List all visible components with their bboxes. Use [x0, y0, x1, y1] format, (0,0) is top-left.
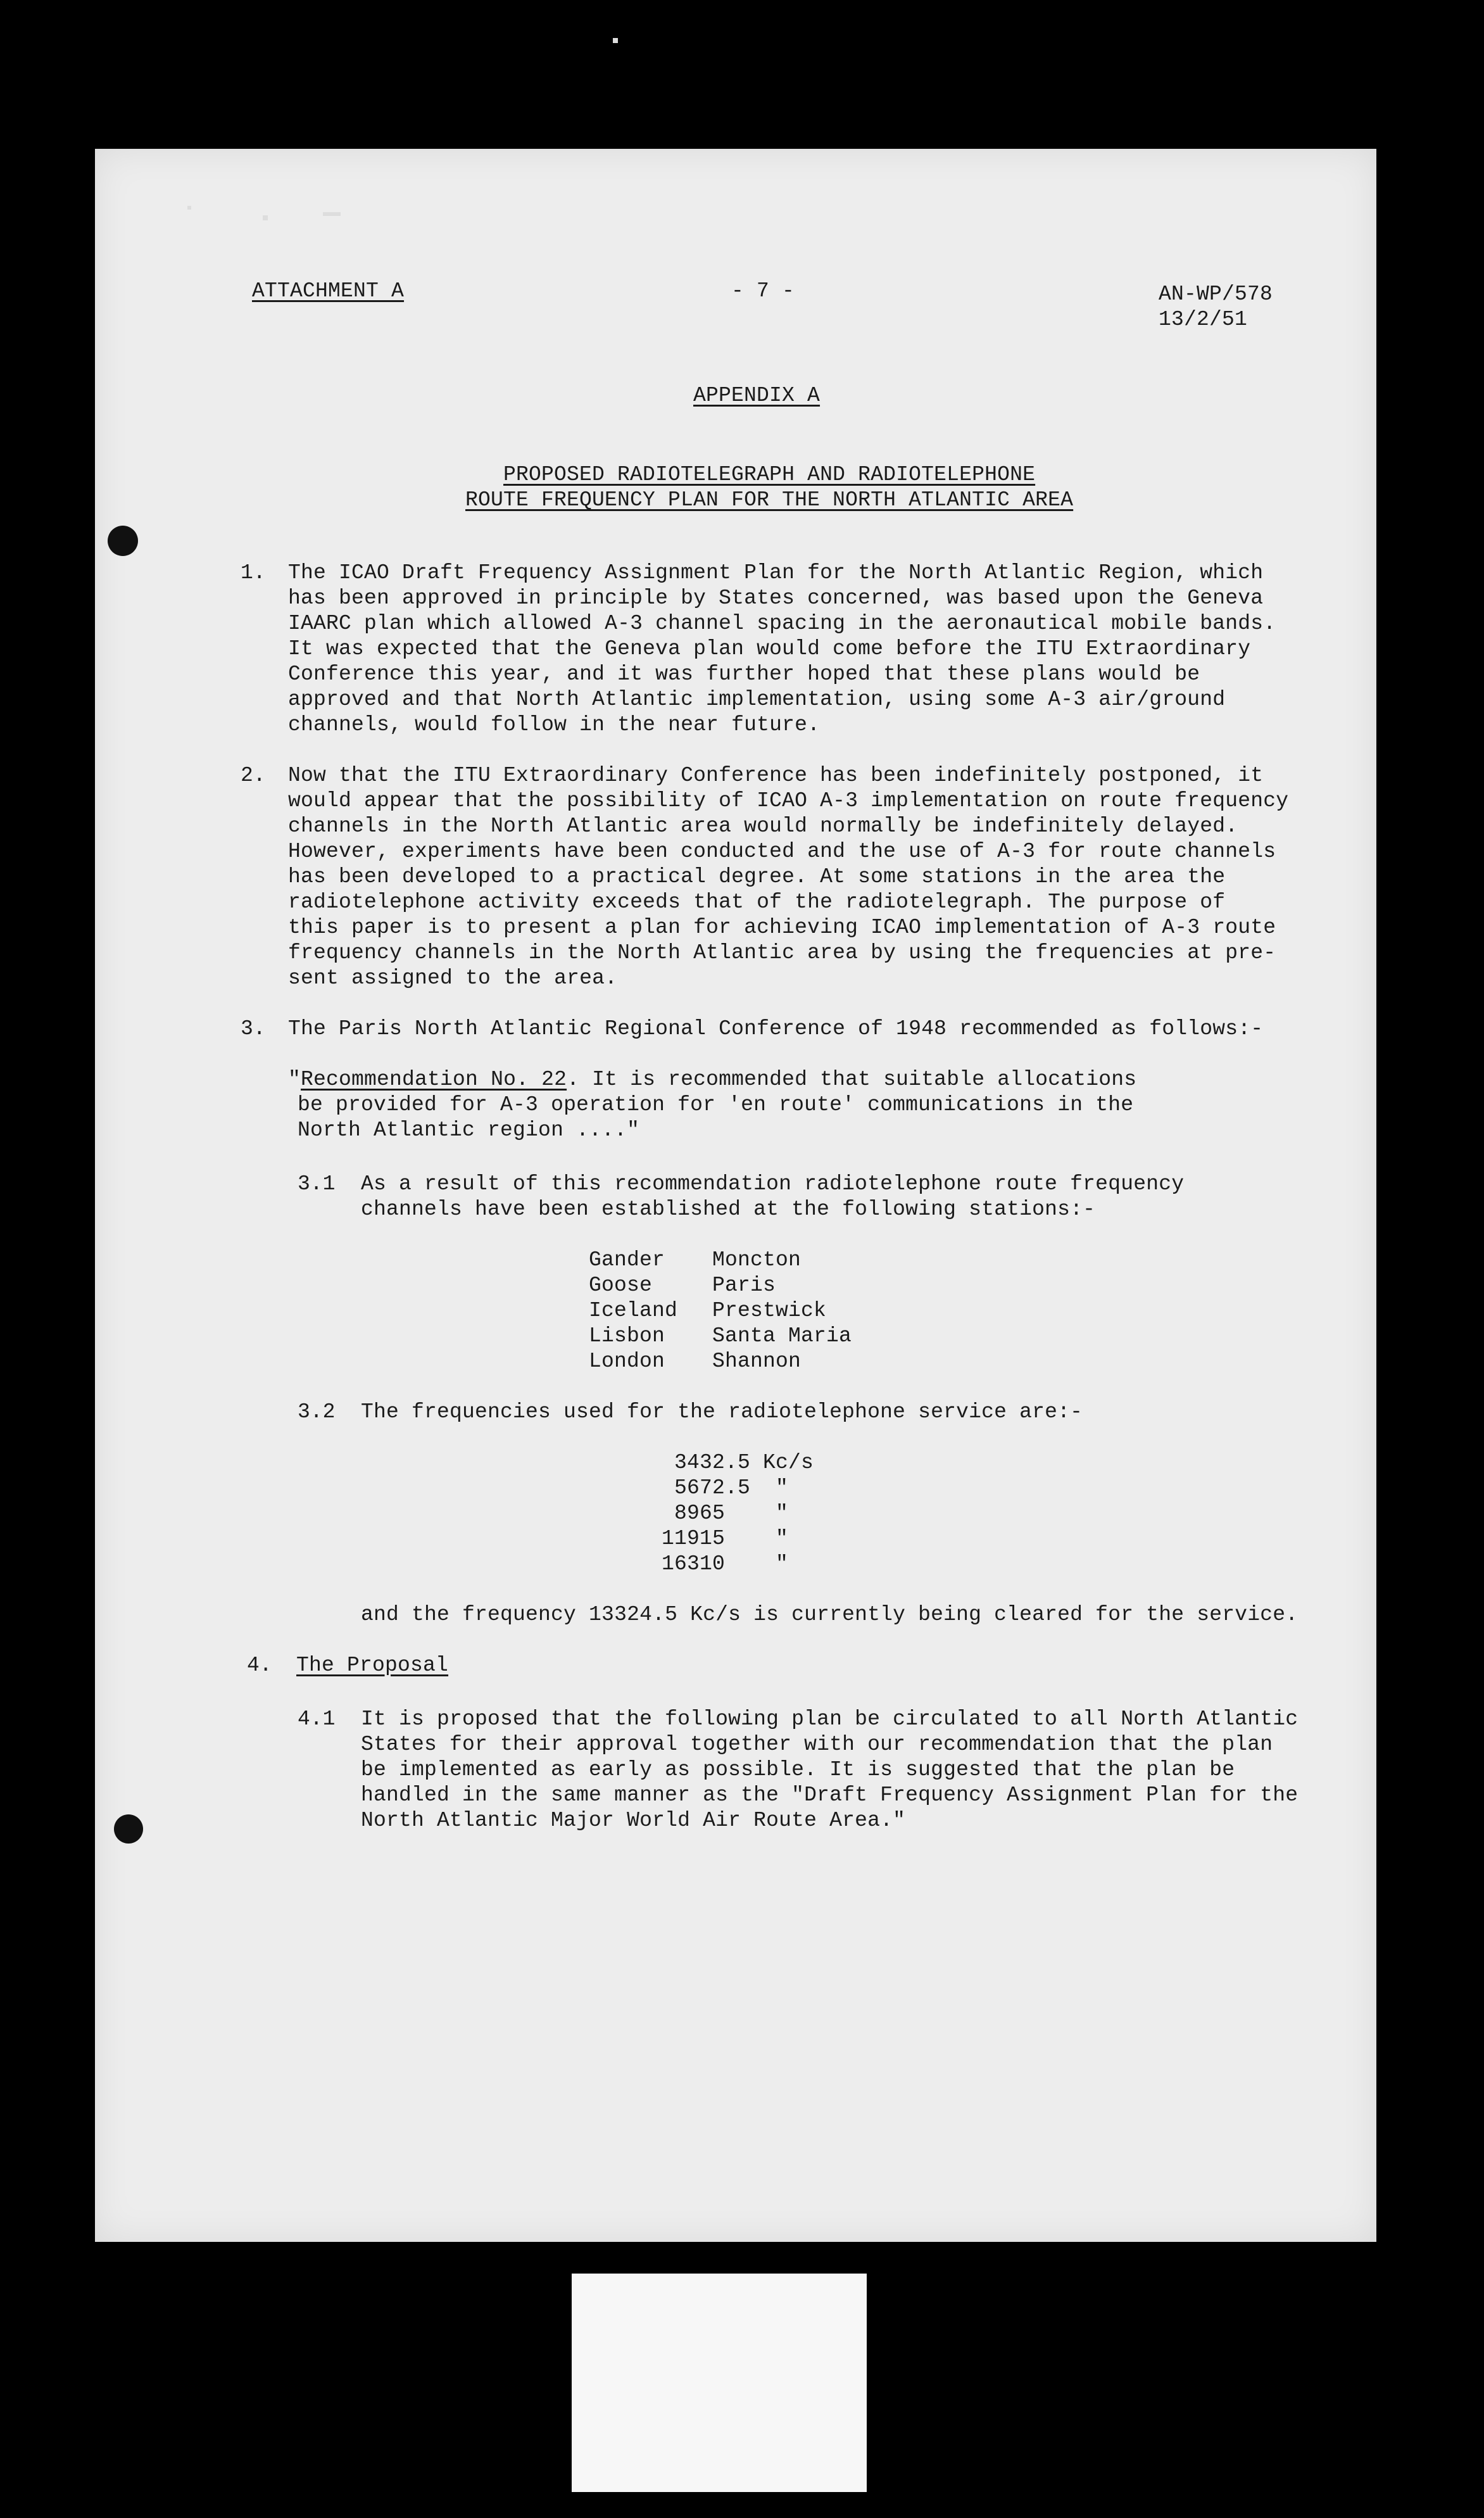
station-name: Moncton — [712, 1248, 802, 1272]
station-name: Goose — [589, 1274, 653, 1297]
frequency-closing: and the frequency 13324.5 Kc/s is currently being cleared for the service. — [361, 1603, 1298, 1626]
paragraph-line: has been approved in principle by States concerned, was based upon the Geneva — [288, 586, 1264, 610]
page-number: - 7 - — [731, 279, 795, 303]
paragraph-line: It was expected that the Geneva plan would come before the ITU Extraordinary — [288, 637, 1251, 661]
paragraph-line: However, experiments have been conducted and the use of A-3 for route channels — [288, 840, 1276, 863]
paragraph-line: radiotelephone activity exceeds that of the radiotelegraph. The purpose of — [288, 890, 1226, 914]
station-name: Shannon — [712, 1350, 802, 1373]
main-title-line1: PROPOSED RADIOTELEGRAPH AND RADIOTELEPHONE — [503, 463, 1036, 486]
document-page — [95, 149, 1376, 2242]
quote-line: North Atlantic region ...." — [298, 1118, 640, 1142]
quote-line: be provided for A-3 operation for 'en route' communications in the — [298, 1093, 1134, 1117]
station-name: Prestwick — [712, 1299, 827, 1322]
paragraph-3-2-intro: The frequencies used for the radiotelephone service are:- — [361, 1400, 1083, 1424]
paragraph-line: It is proposed that the following plan be circulated to all North Atlantic — [361, 1707, 1298, 1731]
station-name: London — [589, 1350, 665, 1373]
paragraph-1-number: 1. — [241, 561, 266, 585]
quote-line: "Recommendation No. 22. It is recommended that suitable allocations — [288, 1068, 1137, 1091]
paragraph-line: has been developed to a practical degree. At some stations in the area the — [288, 865, 1226, 889]
paragraph-4-1-number: 4.1 — [298, 1707, 336, 1731]
frequency-value: 3432.5 Kc/s — [674, 1451, 814, 1474]
frequency-value: 8965 " — [674, 1502, 789, 1525]
paragraph-3-number: 3. — [241, 1017, 266, 1041]
recommendation-label: Recommendation No. 22 — [301, 1068, 567, 1091]
station-name: Paris — [712, 1274, 776, 1297]
paragraph-4-number: 4. — [247, 1654, 272, 1677]
station-name: Gander — [589, 1248, 665, 1272]
proposal-heading: The Proposal — [296, 1654, 449, 1677]
scan-speck — [613, 38, 618, 43]
paragraph-line: North Atlantic Major World Air Route Area." — [361, 1809, 906, 1832]
paragraph-line: frequency channels in the North Atlantic area by using the frequencies at pre- — [288, 941, 1276, 965]
punch-hole-mark — [114, 1814, 143, 1844]
attachment-label: ATTACHMENT A — [252, 279, 405, 303]
paragraph-3-1-number: 3.1 — [298, 1172, 336, 1196]
paragraph-line: Conference this year, and it was further hoped that these plans would be — [288, 662, 1200, 686]
scan-speck — [187, 206, 191, 210]
paragraph-3-2-number: 3.2 — [298, 1400, 336, 1424]
station-name: Lisbon — [589, 1324, 665, 1348]
paragraph-line: would appear that the possibility of ICAO A-3 implementation on route frequency — [288, 789, 1289, 813]
paragraph-line: approved and that North Atlantic implementation, using some A-3 air/ground — [288, 688, 1226, 711]
paragraph-line: be implemented as early as possible. It is suggested that the plan be — [361, 1758, 1235, 1781]
paragraph-line: Now that the ITU Extraordinary Conference has been indefinitely postponed, it — [288, 764, 1264, 787]
paragraph-line: IAARC plan which allowed A-3 channel spacing in the aeronautical mobile bands. — [288, 612, 1276, 635]
paragraph-line: channels in the North Atlantic area would normally be indefinitely delayed. — [288, 814, 1238, 838]
scan-speck — [323, 212, 341, 216]
paragraph-line: States for their approval together with our recommendation that the plan — [361, 1733, 1273, 1756]
scan-speck — [263, 215, 268, 220]
paragraph-3-intro: The Paris North Atlantic Regional Conference of 1948 recommended as follows:- — [288, 1017, 1264, 1041]
paragraph-2-number: 2. — [241, 764, 266, 787]
paragraph-line: handled in the same manner as the "Draft Frequency Assignment Plan for the — [361, 1783, 1298, 1807]
punch-hole-mark — [108, 526, 138, 556]
station-name: Santa Maria — [712, 1324, 852, 1348]
paragraph-line: sent assigned to the area. — [288, 966, 618, 990]
frequency-value: 5672.5 " — [674, 1476, 789, 1500]
appendix-title: APPENDIX A — [693, 384, 821, 407]
paragraph-line: As a result of this recommendation radiotelephone route frequency — [361, 1172, 1185, 1196]
paragraph-line: this paper is to present a plan for achieving ICAO implementation of A-3 route — [288, 916, 1276, 939]
frequency-value: 11915 " — [662, 1527, 789, 1550]
station-name: Iceland — [589, 1299, 678, 1322]
document-reference: AN-WP/578 — [1159, 282, 1273, 306]
paragraph-line: The ICAO Draft Frequency Assignment Plan for the North Atlantic Region, which — [288, 561, 1264, 585]
document-date: 13/2/51 — [1159, 308, 1248, 331]
paragraph-line: channels, would follow in the near future. — [288, 713, 821, 737]
quote-line1-rest: . It is recommended that suitable allocations — [567, 1068, 1137, 1091]
blank-card — [572, 2274, 867, 2492]
paragraph-line: channels have been established at the following stations:- — [361, 1198, 1096, 1221]
frequency-value: 16310 " — [662, 1552, 789, 1576]
main-title-line2: ROUTE FREQUENCY PLAN FOR THE NORTH ATLANTIC AREA — [465, 488, 1074, 512]
